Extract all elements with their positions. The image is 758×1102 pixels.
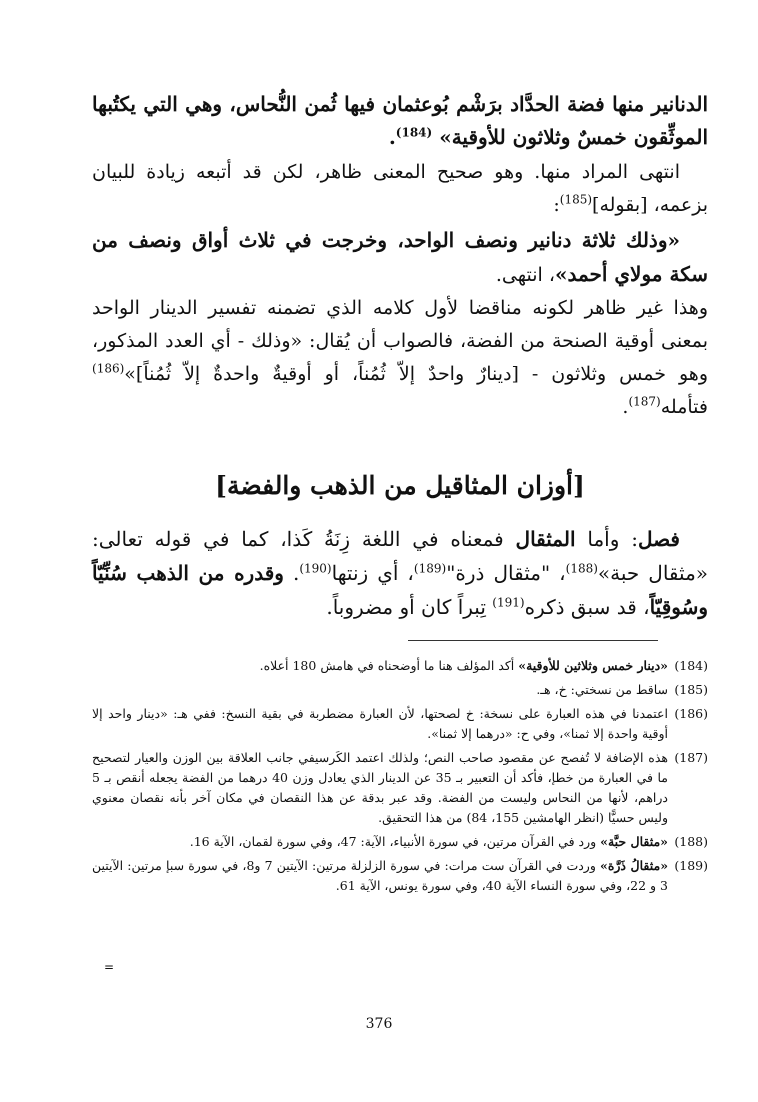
footnote-text [92, 704, 668, 744]
footnote-text [92, 832, 668, 852]
footnote-text [92, 656, 668, 676]
footnotes [92, 656, 708, 896]
footnote [92, 704, 708, 744]
quote-ahmad: «وذلك ثلاثة دنانير ونصف الواحد، وخرجت في ثلاث أواق ونصف من سكة مولاي أحمد» [92, 228, 708, 286]
text-run: ، أي زنتها [331, 561, 414, 585]
text-run: . [283, 561, 300, 585]
colon: : [553, 194, 560, 216]
footnote-ref-185: (185) [559, 192, 593, 207]
footnote [92, 680, 708, 700]
footnote [92, 856, 708, 896]
paragraph-3 [92, 224, 708, 292]
footnote-ref-191: (191) [492, 595, 525, 610]
paragraph-3-end: ، انتهى. [495, 264, 555, 286]
quote-text: الدنانير منها فضة الحدَّاد برَشْم بُوعثمان فيها ثُمن النُّحاس، وهي التي يكتُبها الموثِّقون خمسٌ وثلاثون للأوقية» [92, 92, 708, 149]
term-mithqal: المثقال [515, 527, 576, 551]
footnote-ref-186: (186) [92, 361, 125, 376]
footnote-number: (185) [674, 682, 708, 697]
footnote-number: (187) [674, 750, 708, 765]
footnote-body: أكد المؤلف هنا ما أوضحناه في هامش 180 أعلاه. [259, 658, 519, 673]
paragraph-2-text: انتهى المراد منها. وهو صحيح المعنى ظاهر، لكن قد أتبعه زيادة للبيان بزعمه، [بقوله] [92, 161, 708, 216]
paragraph-quote-end: الدنانير منها فضة الحدَّاد برَشْم بُوعثمان فيها ثُمن النُّحاس، وهي التي يكتُبها الموثِّقون خمسٌ وثلاثون للأوقية» $^{(184)}$. [92, 92, 708, 149]
paragraph-2 [92, 156, 708, 222]
footnote-ref-190: (190) [299, 561, 332, 576]
main-text [92, 88, 708, 424]
footnote-bold: «مثقال حبَّة» [600, 834, 668, 849]
section-heading: [أوزان المثاقيل من الذهب والفضة] [215, 471, 585, 500]
footnote-body: هذه الإضافة لا تُفصح عن مقصود صاحب النص؛ ولذلك اعتمد الكَرسيفي جانب العلاقة بين الوزن والعيار لتصحيح ما في العبارة من خطإ، فأكد أن التعبير بـ 35 عن الدينار الذي يعادل وزن 40 درهما من الفضة يجعله أنقص بـ 5 دراهم، لأنها من النحاس وليست من الفضة. وقد عبر بدقة عن هذا النقصان في مكان آخر بأنه نقصان معنوي وليس حسيًّا (انظر الهامشين 155، 84) من هذا التحقيق. [92, 750, 668, 825]
section-lead: فصل [637, 527, 680, 551]
footnote-ref-189: (189) [413, 561, 447, 576]
paragraph-5 [92, 522, 708, 624]
period: . [622, 396, 629, 418]
text-run: فمعناه في اللغة زِنَةُ كَذا، كما في قوله تعالى: «مثقال حبة» [92, 527, 709, 585]
footnote-number: (186) [674, 706, 708, 721]
text-run: ، "مثقال ذرة" [446, 561, 566, 585]
footnote-ref-184: (184) [395, 125, 433, 140]
footnote-bold: «دينار خمس وثلاثين للأوقية» [518, 658, 668, 673]
footnote-body: اعتمدنا في هذه العبارة على نسخة: خ لصحتها، لأن العبارة مضطربة في بقية النسخ: ففي هـ: «دينار واحد إلا أوقية واحدة إلا ثمنا»، وفي ح: «درهما إلا ثمنا». [92, 706, 668, 741]
footnote-text [92, 680, 668, 700]
footnote-number: (189) [674, 858, 708, 873]
footnote-divider [408, 640, 658, 641]
footnote-body: وردت في القرآن ست مرات: في سورة الزلزلة مرتين: الآيتين 7 و8، في سورة سبإ مرتين: الآيتين 3 و 22، وفي سورة النساء الآية 40، وفي سورة يونس، الآية 61. [92, 858, 668, 893]
footnote-number: (184) [674, 658, 708, 673]
footnote-ref-188: (188) [565, 561, 598, 576]
paragraph-4 [92, 292, 708, 424]
section-text [92, 522, 708, 624]
footnote-body: ساقط من نسختي: خ، هـ. [536, 682, 668, 697]
paragraph-4-text: وهذا غير ظاهر لكونه مناقضا لأول كلامه الذي تضمنه تفسير الدينار الواحد بمعنى أوقية الصنحة من الفضة، فالصواب أن يُقال: «وذلك - أي العدد المذكور، وهو خمس وثلاثون - [دينارٌ واحدٌ إلاّ ثُمُناً، أو أوقيةٌ واحدةٌ إلاّ ثُمُناً]» [92, 297, 708, 385]
bold-phrase: وقدره من الذهب سُنِّيّاً وسُوقِيّاً [92, 561, 708, 619]
text-run: تِبراً كان أو مضروباً. [326, 595, 493, 619]
page-number: 376 [365, 1016, 393, 1032]
footnote [92, 656, 708, 676]
footnote-ref-187: (187) [628, 394, 661, 409]
footnote [92, 748, 708, 828]
footnote-number: (188) [674, 834, 708, 849]
text-run: ، قد سبق ذكره [524, 595, 650, 619]
trailing-mark: = [104, 960, 115, 974]
footnote-text [92, 748, 668, 828]
paragraph-4-mid: فتأمله [660, 396, 708, 418]
footnote-body: ورد في القرآن مرتين، في سورة الأنبياء، الآية: 47، وفي سورة لقمان، الآية 16. [189, 834, 601, 849]
text-run: : وأما [575, 527, 638, 551]
footnote [92, 832, 708, 852]
footnote-bold: «مثقالُ ذَرَّة» [600, 858, 669, 873]
footnote-text [92, 856, 668, 896]
